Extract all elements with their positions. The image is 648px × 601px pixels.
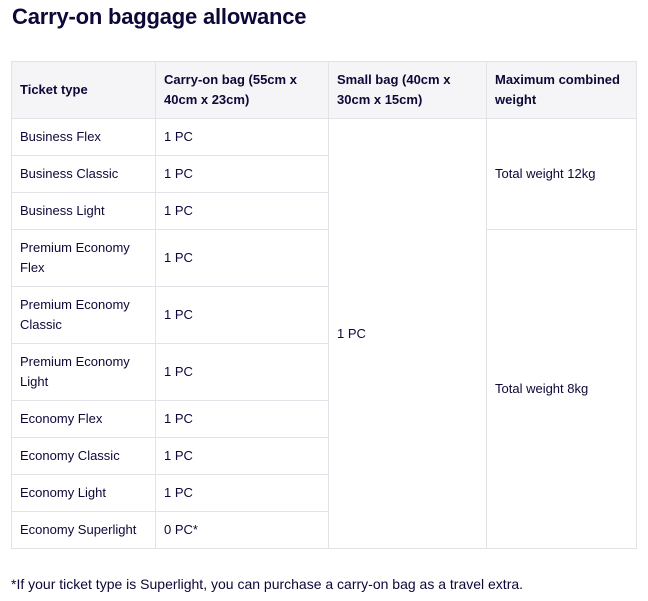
carry-on-cell: 1 PC (156, 287, 329, 344)
carry-on-cell: 1 PC (156, 193, 329, 230)
ticket-type-cell: Premium Economy Light (12, 344, 156, 401)
carry-on-cell: 1 PC (156, 344, 329, 401)
weight-8kg-cell: Total weight 8kg (487, 230, 637, 549)
header-maximum-combined-weight: Maximum combined weight (487, 62, 637, 119)
ticket-type-cell: Premium Economy Classic (12, 287, 156, 344)
carry-on-cell: 1 PC (156, 475, 329, 512)
table-row (12, 230, 637, 287)
ticket-type-cell: Economy Flex (12, 401, 156, 438)
carry-on-cell: 1 PC (156, 119, 329, 156)
footnote: *If your ticket type is Superlight, you can purchase a carry-on bag as a travel extra. (11, 576, 524, 592)
ticket-type-cell: Business Flex (12, 119, 156, 156)
ticket-type-cell: Economy Classic (12, 438, 156, 475)
header-carry-on-bag: Carry-on bag (55cm x 40cm x 23cm) (156, 62, 329, 119)
ticket-type-cell: Premium Economy Flex (12, 230, 156, 287)
header-ticket-type: Ticket type (12, 62, 156, 119)
carry-on-cell: 0 PC* (156, 512, 329, 549)
weight-12kg-cell: Total weight 12kg (487, 119, 637, 230)
small-bag-cell: 1 PC (329, 119, 487, 549)
ticket-type-cell: Business Classic (12, 156, 156, 193)
header-small-bag: Small bag (40cm x 30cm x 15cm) (329, 62, 487, 119)
carry-on-cell: 1 PC (156, 438, 329, 475)
carry-on-cell: 1 PC (156, 230, 329, 287)
table-header-row (12, 62, 637, 119)
ticket-type-cell: Economy Superlight (12, 512, 156, 549)
baggage-allowance-table (11, 61, 637, 549)
carry-on-cell: 1 PC (156, 401, 329, 438)
carry-on-cell: 1 PC (156, 156, 329, 193)
table-row (12, 119, 637, 156)
ticket-type-cell: Business Light (12, 193, 156, 230)
page-title: Carry-on baggage allowance (12, 4, 307, 29)
ticket-type-cell: Economy Light (12, 475, 156, 512)
